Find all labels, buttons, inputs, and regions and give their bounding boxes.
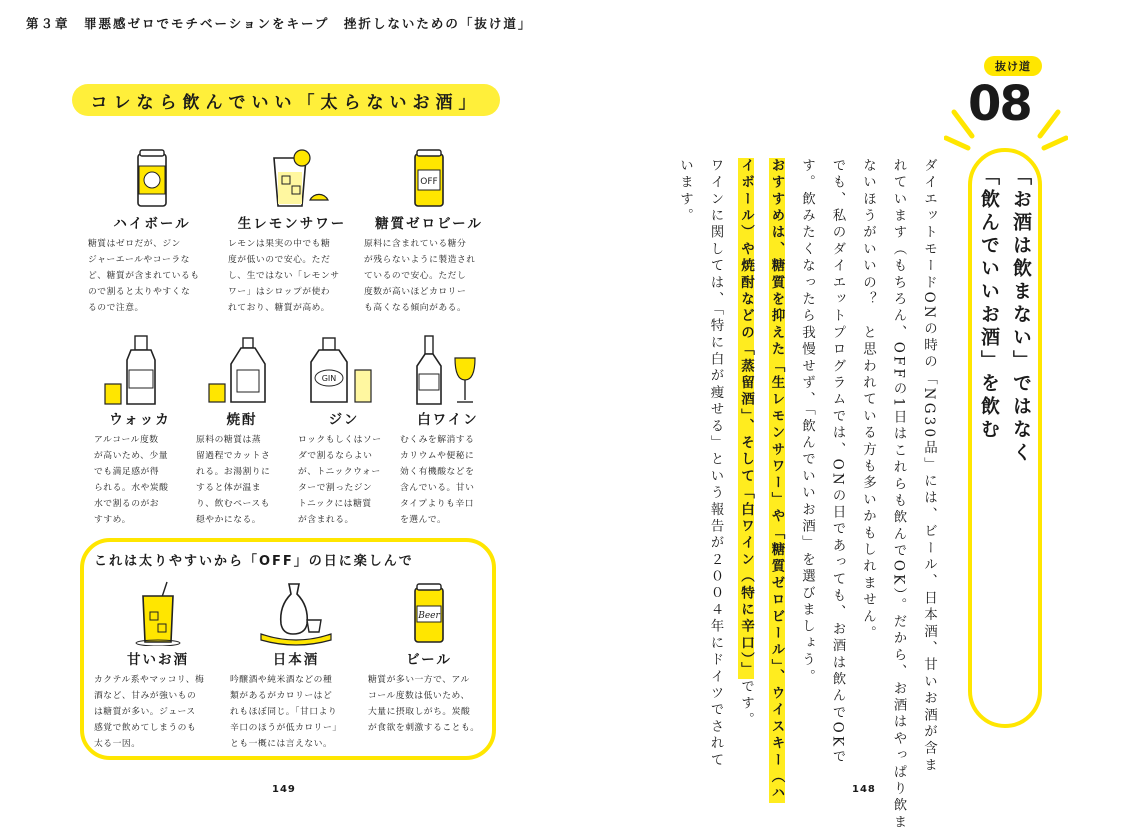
vodka-bottle-icon — [95, 334, 185, 406]
sake-tokkuri-icon — [251, 580, 341, 646]
drink-description: アルコール度数 が高いため、少量 でも満足感が得 られる。水や炭酸 水で割るのがお すすめ。 — [94, 435, 169, 525]
drink-sake — [230, 580, 362, 752]
drink-name: 生レモンサワー — [237, 216, 347, 232]
drink-description: 原料の糖質は蒸 留過程でカットさ れる。お湯割りに すると体が温ま り、飲むペースも 穏やかになる。 — [196, 435, 271, 525]
drink-description: ロックもしくはソー ダで割るならよい が、トニックウォー ターで割ったジン トニックには糖質 が含まれる。 — [298, 435, 382, 525]
body-text-column — [827, 158, 849, 766]
drink-white-wine — [400, 334, 496, 528]
beer-can-icon — [399, 580, 459, 646]
section-number: 08 — [968, 76, 1031, 132]
highball-can-icon — [122, 148, 182, 210]
drink-shochu — [196, 334, 288, 528]
ok-section-title: コレなら飲んでいい「太らないお酒」 — [72, 84, 500, 116]
body-text-column — [888, 158, 910, 831]
body-text-segment: す。飲みたくなったら我慢せず、「飲んでいいお酒」を選びましょう。 — [799, 158, 815, 686]
drink-name: ジン — [328, 412, 360, 428]
gin-bottle-icon — [299, 334, 389, 406]
drink-vodka — [94, 334, 186, 528]
title-line-1: 「お酒は飲まない」ではなく — [1010, 166, 1032, 465]
svg-text:Beer: Beer — [418, 611, 440, 621]
drink-description: 原料に含まれている糖分 が残らないように製造され ているので安心。ただし 度数が高いほどカロリー も高くなる傾向がある。 — [364, 239, 476, 313]
page-number-right: 148 — [852, 784, 876, 795]
title-line-2: 「飲んでいいお酒」を飲む — [978, 166, 1000, 442]
body-text-segment: でも、私のダイエットプログラムでは、ONの日であっても、お酒は飲んでOKで — [829, 158, 846, 766]
drink-name: 焼酎 — [226, 412, 258, 428]
drink-description: カクテル系やマッコリ、梅 酒など、甘みが強いもの は糖質が多い。ジュース 感覚で飲めてしまうのも 太る一因。 — [94, 675, 205, 749]
shochu-bottle-icon — [197, 334, 287, 406]
drink-name: ハイボール — [113, 216, 191, 232]
drink-description: 吟醸酒や純米酒などの種 類があるがカロリーはど れもほぼ同じ。「甘口より 辛口のほうが低カロリー」 とも一概には言えない。 — [230, 675, 342, 749]
drink-highball — [88, 148, 216, 316]
drink-description: 糖質が多い一方で、アル コール度数は低いため、 大量に摂取しがち。炭酸 が食欲を刺激することも。 — [368, 675, 480, 733]
off-section-title: これは太りやすいから「OFF」の日に楽しんで — [94, 554, 414, 569]
body-text-column — [857, 158, 879, 642]
body-text-segment: です。 — [738, 678, 754, 730]
drink-description: 糖質はゼロだが、ジン ジャーエールやコーラな ど、糖質が含まれているも ので割ると太りやすくな るので注意。 — [88, 239, 200, 313]
body-text-column — [918, 158, 940, 774]
chapter-header: 第３章 罪悪感ゼロでモチベーションをキープ 挫折しないための「抜け道」 — [26, 16, 533, 31]
drink-description: レモンは果実の中でも糖 度が低いので安心。ただ し、生ではない「レモンサ ワー」はシロップが使わ れており、糖質が高め。 — [228, 239, 340, 313]
drink-name: 日本酒 — [272, 652, 320, 668]
sweet-cocktail-glass-icon — [123, 580, 193, 646]
page-number-left: 149 — [272, 784, 296, 795]
drink-zero-sugar-beer — [364, 148, 494, 316]
drink-gin — [298, 334, 390, 528]
drink-name: ウォッカ — [109, 412, 171, 428]
drink-name: 白ワイン — [417, 412, 479, 428]
body-text-segment: ワインに関しては、「特に白が痩せる」という報告が２００４年にドイツでされて — [707, 158, 724, 770]
svg-text:OFF: OFF — [420, 177, 438, 187]
body-text-column — [796, 158, 818, 686]
body-text-column — [735, 158, 757, 729]
drink-sweet-cocktail — [94, 580, 222, 752]
body-text-segment: れています（もちろん、OFFの1日はこれらも飲んでOK）。だから、お酒はやっぱり飲ま — [890, 158, 907, 831]
highlighted-text: おすすめは、糖質を抑えた「生レモンサワー」や「糖質ゼロビール」、ウイスキー（ハ — [768, 158, 785, 803]
drink-name: 甘いお酒 — [127, 652, 189, 668]
svg-text:GIN: GIN — [321, 374, 337, 383]
body-text-segment: ダイエットモードONの時の「NG30品」には、ビール、日本酒、甘いお酒が含ま — [921, 158, 937, 775]
drink-lemon-sour — [228, 148, 356, 316]
drink-name: 糖質ゼロビール — [375, 216, 483, 232]
drink-beer — [368, 580, 490, 736]
lemon-sour-glass-icon — [252, 148, 332, 210]
body-text-column — [705, 158, 727, 769]
white-wine-bottle-icon — [403, 334, 493, 406]
highlighted-text: イボール）や焼酎などの「蒸留酒」、そして「白ワイン（特に辛口）」 — [738, 158, 754, 679]
body-text-column — [674, 158, 696, 225]
drink-description: むくみを解消する カリウムや便秘に 効く有機酸などを 含んでいる。甘い タイプよりも辛口 を選んで。 — [400, 435, 475, 525]
body-text-segment: います。 — [677, 158, 693, 225]
zero-sugar-beer-can-icon — [399, 148, 459, 210]
body-text-column — [766, 158, 788, 803]
body-text-segment: ないほうがいいの？ と思われている方も多いかもしれません。 — [860, 158, 876, 643]
nukemichi-badge: 抜け道 — [984, 56, 1042, 76]
drink-name: ビール — [406, 652, 452, 668]
